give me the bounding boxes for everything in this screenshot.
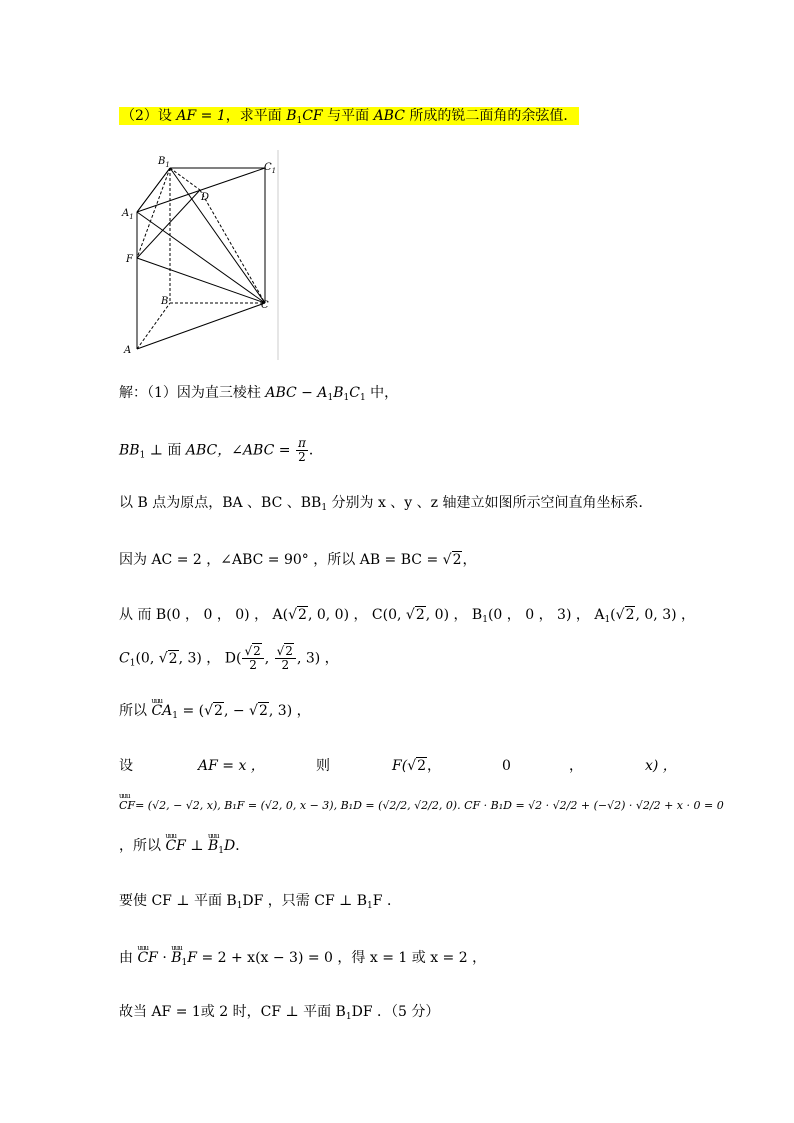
question-highlight: （2）设 AF = 1，求平面 $B_1CF$ 与平面 ABC 所成的锐二面角的余弦值．: [121, 108, 578, 126]
sol-line-6: $C_1(0$, √2, 3) ， D( $\frac{√2}{2}$ , $\frac{√2}{2}$ , 3) ，: [119, 644, 339, 672]
label-a: A: [124, 345, 132, 356]
frac-pi-2: $\frac{\pi}{2}$: [297, 436, 306, 464]
label-c1: $C_1$: [264, 162, 277, 175]
label-d: D: [201, 192, 210, 203]
label-f: F: [126, 254, 133, 265]
sol-line-9: uuu CF= (√2, − √2, x), B₁F = (√2, 0, x − 3), B₁D = (√2/2, √2/2, 0). CF · B₁D = √2 · √2/2 + (−√2) · √2/2 + x · 0 = 0: [119, 797, 724, 815]
sol-line-13: 故当 AF = 1或 2 时，CF ⊥ 平面 $B_1DF$ ．（5 分）: [119, 1004, 440, 1022]
frac-sqrt2-2-a: $\frac{√2}{2}$: [242, 645, 263, 672]
sol-line-11: 要使 CF ⊥ 平面 $B_1DF$ ，只需 CF ⊥ $B_1F$ ．: [119, 893, 401, 911]
sol-line-10: ，所以 uuu CF ⊥ uuu $B_1D$．: [119, 837, 249, 860]
label-b: B: [161, 296, 169, 307]
sol-line-7: 所以 uuu $CA_1 = (√2$, − √2, 3) ，: [119, 702, 311, 725]
frac-sqrt2-2-b: $\frac{√2}{2}$: [275, 645, 296, 672]
label-a1: $A_1$: [122, 208, 134, 221]
sol-line-4: 因为 AC = 2 ，∠ABC = 90° ，所以 AB = BC = √2，: [119, 552, 477, 568]
label-c: C: [261, 300, 269, 311]
label-b1: $B_1$: [158, 156, 170, 169]
sol-line-12: 由 uuu CF · uuu $B_1F = 2 + x(x - 3) = 0$ ，得 x = 1 或 x = 2 ，: [119, 949, 486, 972]
sol-line-2: $BB_1$ ⊥ 面 ABC，∠ABC = $\frac{\pi}{2}$ ．: [119, 436, 323, 464]
sol-line-3: 以 B 点为原点，BA 、BC 、$BB_1$ 分别为 x 、y 、z 轴建立如图所示空间直角坐标系．: [119, 495, 653, 513]
sol-line-1: 解：（1）因为直三棱柱 ABC − $A_1B_1C_1$ 中，: [119, 385, 399, 403]
prism-figure: [118, 150, 280, 360]
sol-line-5: 从 而 B(0 ， 0 ， 0) ， A(√2, 0, 0) ， C(0, √2, 0) ， $B_1(0$ ， 0 ， 3) ， $A_1(√2$, 0, 3) ，: [119, 607, 696, 625]
question-line: [119, 107, 579, 130]
